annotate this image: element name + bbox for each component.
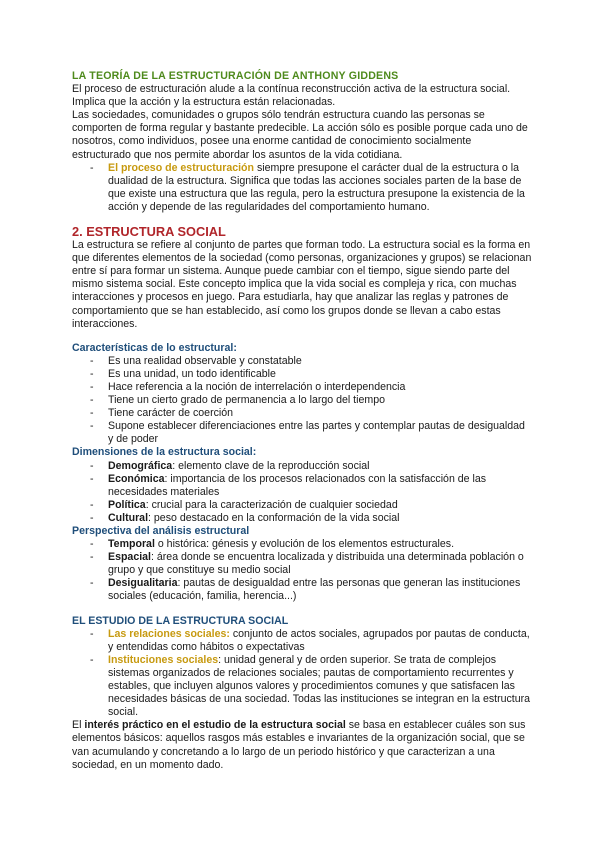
list-item: - Demográfica: elemento clave de la reproducción social: [72, 460, 532, 473]
intro-list: [72, 162, 532, 214]
list-item: - Desigualitaria: pautas de desigualdad entre las personas que generan las instituciones sociales (educación, familia, herencia...): [72, 577, 532, 603]
list-item: - Supone establecer diferenciaciones entre las partes y contemplar pautas de desigualdad y de poder: [72, 420, 532, 446]
document-title: LA TEORÍA DE LA ESTRUCTURACIÓN DE ANTHONY GIDDENS: [72, 70, 399, 82]
intro-paragraph-1: El proceso de estructuración alude a la contínua reconstrucción activa de la estructura social. Implica que la acción y la estructura están relacionadas.: [72, 83, 511, 109]
list-item: - Política: crucial para la caracterización de cualquier sociedad: [72, 499, 532, 512]
section-paragraph: La estructura se refiere al conjunto de partes que forman todo. La estructura social es la forma en que diferentes elementos de la sociedad (como personas, organizaciones y grupos) se relacionan entre sí para formar un sistema. Aunque puede cambiar con el tiempo, sigue siendo parte del mismo sistema social. Este concepto implica que la vida social es compleja y rica, con muchas interacciones y procesos en juego. Para estudiarla, hay que analizar las reglas y patrones de comportamiento que se han establecido, así como los grupos donde se llevan a cabo estas interacciones.: [72, 239, 532, 330]
subheading-dimensiones: Dimensiones de la estructura social:: [72, 446, 257, 459]
subheading-estudio: EL ESTUDIO DE LA ESTRUCTURA SOCIAL: [72, 614, 289, 627]
document-page: [72, 70, 532, 772]
subheading-perspectiva: Perspectiva del análisis estructural: [72, 525, 250, 537]
list-item: - Es una unidad, un todo identificable: [72, 368, 532, 381]
list-item: - Las relaciones sociales: conjunto de actos sociales, agrupados por pautas de conducta, y entendidas como hábitos o expectativas: [72, 628, 532, 654]
estudio-list: [72, 628, 532, 720]
perspectiva-list: [72, 538, 532, 603]
list-item: - Espacial: área donde se encuentra localizada y distribuida una determinada población o grupo y que constituye su medio social: [72, 551, 532, 577]
highlight-term: El proceso de estructuración: [108, 161, 255, 174]
intro-paragraph-2: Las sociedades, comunidades o grupos sólo tendrán estructura cuando las personas se comporten de forma regular y bastante predecible. La acción sólo es posible porque cada uno de nosotros, como individuos, posee una enorme cantidad de conocimiento socialmente estructurado que nos permite abordar los asuntos de la vida cotidiana.: [72, 109, 528, 161]
list-item: - Es una realidad observable y constatable: [72, 355, 532, 368]
list-item: - Hace referencia a la noción de interrelación o interdependencia: [72, 381, 532, 394]
list-item: - El proceso de estructuración siempre presupone el carácter dual de la estructura o la dualidad de la estructura. Significa que todas las acciones sociales parten de la base de que existe una estructura que las regula, pero la estructura presupone la existencia de la acción y depende de las regularidades del comportamiento humano.: [72, 162, 532, 214]
closing-paragraph: El interés práctico en el estudio de la estructura social se basa en establecer cuáles son sus elementos básicos: aquellos rasgos más estables e invariantes de la organización social, que se van acumulando y concretando a lo largo de un periodo histórico y que caracterizan a una sociedad, en un momento dado.: [72, 719, 526, 771]
list-item: - Instituciones sociales: unidad general y de orden superior. Se trata de complejos sistemas organizados de relaciones sociales; pautas de comportamiento recurrentes y estables, que incluyen algunos valores y procedimientos comunes y que satisfacen las necesidades básicas de una sociedad. Todas las instituciones se integran en la estructura social.: [72, 654, 532, 719]
caracteristicas-list: [72, 355, 532, 447]
dimensiones-list: [72, 460, 532, 525]
section-heading: 2. ESTRUCTURA SOCIAL: [72, 224, 226, 240]
list-item: - Cultural: peso destacado en la conformación de la vida social: [72, 512, 532, 525]
list-item: - Económica: importancia de los procesos relacionados con la satisfacción de las necesidades materiales: [72, 473, 532, 499]
subheading-caracteristicas: Características de lo estructural:: [72, 341, 237, 354]
list-item: - Temporal o histórica: génesis y evolución de los elementos estructurales.: [72, 538, 532, 551]
list-item: - Tiene carácter de coerción: [72, 407, 532, 420]
list-item: - Tiene un cierto grado de permanencia a lo largo del tiempo: [72, 394, 532, 407]
